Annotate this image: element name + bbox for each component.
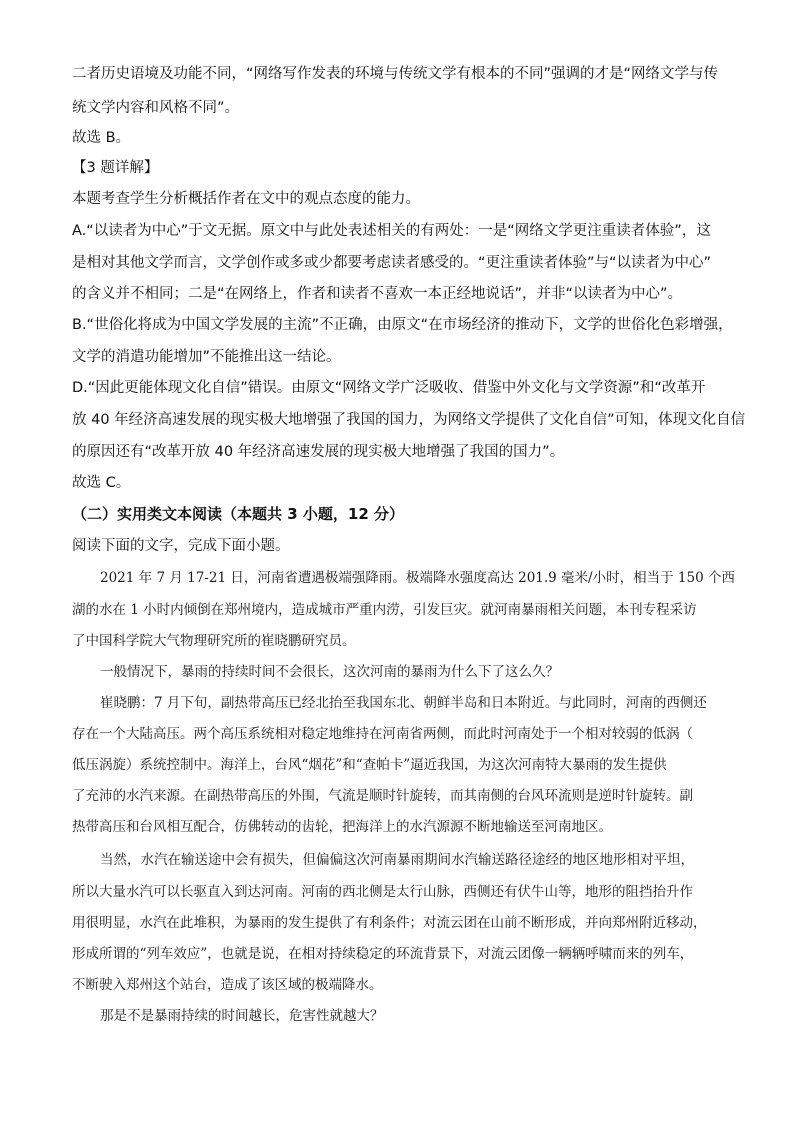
passage-line: 用很明显，水汽在此堆积，为暴雨的发生提供了有利条件；对流云团在山前不断形成，并向郑州附近移动，: [72, 915, 707, 931]
analysis-line: D.“因此更能体现文化自信”错误。由原文“网络文学广泛吸收、借鉴中外文化与文学资源”和“改革开: [72, 380, 706, 396]
passage-line: 崔晓鹏：7 月下旬，副热带高压已经北抬至我国东北、朝鲜半岛和日本附近。与此同时，河南的西侧还: [100, 695, 707, 711]
analysis-line: 是相对其他文学而言，文学创作或多或少都要考虑读者感受的。“更注重读者体验”与“以读者为中心”: [72, 255, 712, 271]
analysis-line: 的原因还有“改革开放 40 年经济高速发展的现实极大地增强了我国的国力”。: [72, 444, 565, 460]
passage-line: 了中国科学院大气物理研究所的崔晓鹏研究员。: [72, 633, 356, 649]
analysis-line: 本题考查学生分析概括作者在文中的观点态度的能力。: [72, 191, 420, 207]
analysis-line: A.“以读者为中心”于文无据。原文中与此处表述相关的有两处：一是“网络文学更注重读者体验”，这: [72, 223, 711, 239]
passage-line: 湖的水在 1 小时内倾倒在郑州境内，造成城市严重内涝，引发巨灾。就河南暴雨相关问题，本刊专程采访: [72, 602, 697, 618]
analysis-line: 故选 C。: [72, 475, 131, 491]
instruction-text: 阅读下面的文字，完成下面小题。: [72, 538, 290, 554]
passage-line: 当然，水汽在输送途中会有损失，但偏偏这次河南暴雨期间水汽输送路径途经的地区地形相对平坦，: [100, 852, 694, 868]
passage-line: 存在一个大陆高压。两个高压系统相对稳定地维持在河南省两侧，而此时河南处于一个相对较弱的低涡（: [72, 726, 693, 742]
analysis-line: 文学的消遣功能增加”不能推出这一结论。: [72, 349, 341, 365]
analysis-line: 统文学内容和风格不同”。: [72, 100, 240, 116]
passage-line: 了充沛的水汽来源。在副热带高压的外围，气流是顺时针旋转，而其南侧的台风环流则是逆时针旋转。副: [72, 788, 693, 804]
passage-line: 热带高压和台风相互配合，仿佛转动的齿轮，把海洋上的水汽源源不断地输送至河南地区。: [72, 819, 612, 835]
analysis-line: 【3 题详解】: [72, 160, 159, 176]
passage-line: 低压涡旋）系统控制中。海洋上，台风“烟花”和“查帕卡”逼近我国，为这次河南特大暴雨的发生提供: [72, 757, 667, 773]
section-heading: （二）实用类文本阅读（本题共 3 小题，12 分）: [72, 505, 404, 523]
passage-line: 一般情况下，暴雨的持续时间不会很长，这次河南的暴雨为什么下了这么久？: [100, 664, 559, 680]
analysis-line: B.“世俗化将成为中国文学发展的主流”不正确，由原文“在市场经济的推动下，文学的世俗化色彩增强，: [72, 317, 733, 333]
passage-line: 形成所谓的“列车效应”，也就是说，在相对持续稳定的环流背景下，对流云团像一辆辆呼啸而来的列车，: [72, 946, 694, 962]
passage-line: 不断驶入郑州这个站台，造成了该区域的极端降水。: [72, 977, 383, 993]
passage-line: 那是不是暴雨持续的时间越长，危害性就越大？: [100, 1008, 384, 1024]
analysis-line: 的含义并不相同；二是“在网络上，作者和读者不喜欢一本正经地说话”，并非“以读者为中心”。: [72, 286, 683, 302]
passage-line: 2021 年 7 月 17-21 日，河南省遭遇极端强降雨。极端降水强度高达 201.9 毫米/小时，相当于 150 个西: [100, 570, 735, 586]
passage-line: 所以大量水汽可以长驱直入到达河南。河南的西北侧是太行山脉，西侧还有伏牛山等，地形的阻挡抬升作: [72, 884, 693, 900]
analysis-line: 二者历史语境及功能不同，“网络写作发表的环境与传统文学有根本的不同”强调的才是“网络文学与传: [72, 66, 719, 82]
analysis-line: 故选 B。: [72, 130, 131, 146]
analysis-line: 放 40 年经济高速发展的现实极大地增强了我国的国力，为网络文学提供了文化自信”可知，体现文化自信: [72, 412, 746, 428]
